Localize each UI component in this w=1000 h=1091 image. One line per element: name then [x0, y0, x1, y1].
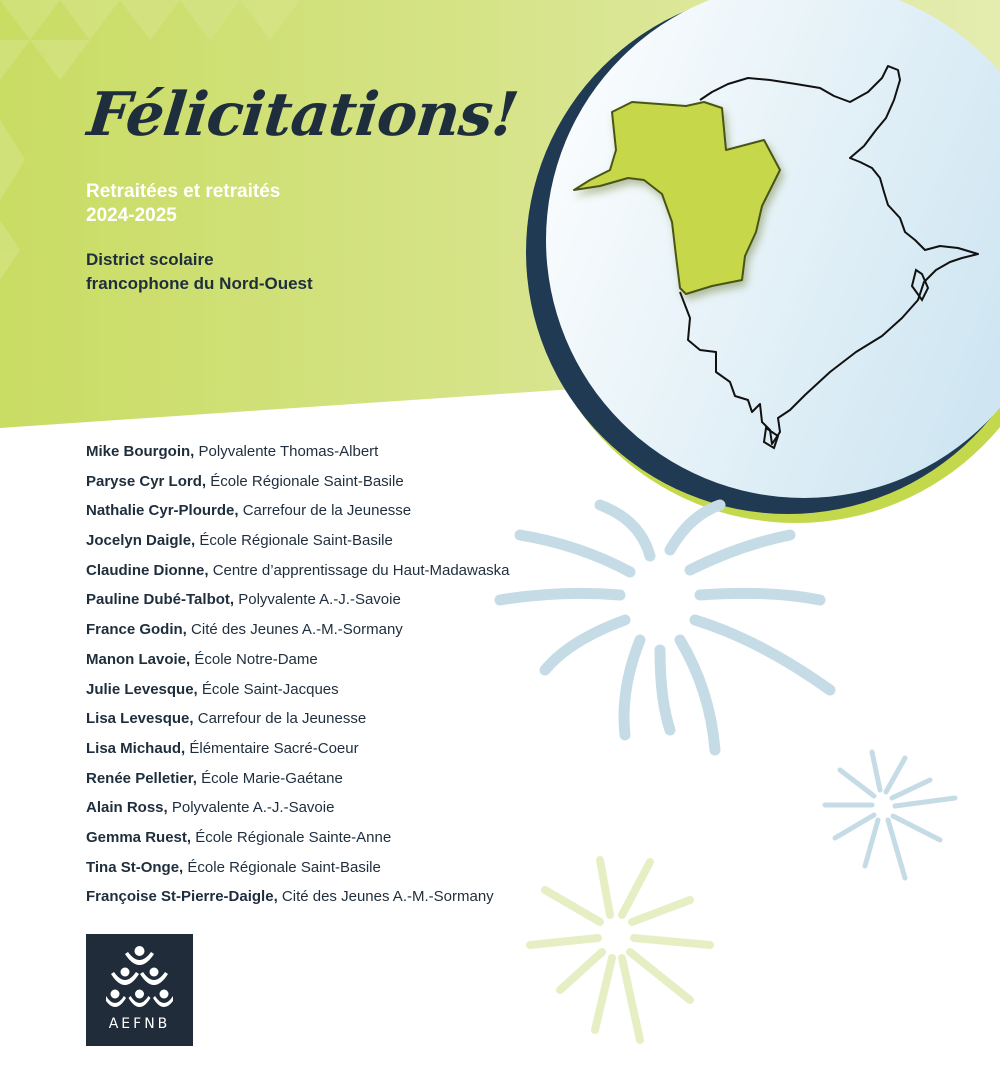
retiree-name: Julie Levesque,: [86, 680, 198, 698]
page-title: Félicitations!: [84, 80, 521, 150]
retiree-school: École Régionale Saint-Basile: [199, 532, 393, 550]
retiree-school: École Régionale Sainte-Anne: [195, 828, 392, 846]
firework-small-blue: [825, 752, 955, 878]
retiree-school: École Régionale Saint-Basile: [187, 858, 381, 876]
list-item: [86, 769, 510, 799]
retiree-name: Gemma Ruest,: [86, 828, 192, 846]
list-item: [86, 798, 510, 828]
retiree-name: Renée Pelletier,: [86, 769, 197, 787]
retiree-school: Polyvalente A.-J.-Savoie: [171, 799, 335, 817]
list-item: [86, 858, 510, 888]
list-item: [86, 709, 510, 739]
retiree-name: Mike Bourgoin,: [86, 443, 195, 460]
retiree-school: Carrefour de la Jeunesse: [197, 710, 367, 728]
retiree-list: [86, 442, 510, 917]
retiree-name: Manon Lavoie,: [86, 650, 191, 668]
retiree-name: Françoise St-Pierre-Daigle,: [86, 888, 278, 906]
subtitle-year: 2024-2025: [86, 205, 177, 226]
firework-large: [500, 505, 830, 750]
list-item: [86, 620, 510, 650]
retiree-name: Nathalie Cyr-Plourde,: [86, 502, 239, 520]
retiree-name: Tina St-Onge,: [86, 858, 184, 876]
firework-green: [530, 860, 710, 1040]
list-item: [86, 501, 510, 531]
subtitle: [86, 180, 280, 228]
list-item: [86, 680, 510, 710]
retiree-school: École Saint-Jacques: [201, 680, 339, 698]
retiree-school: École Régionale Saint-Basile: [210, 472, 404, 490]
list-item: [86, 650, 510, 680]
list-item: [86, 739, 510, 769]
retiree-school: Cité des Jeunes A.-M.-Sormany: [191, 621, 403, 639]
retiree-school: École Notre-Dame: [194, 650, 318, 668]
retiree-name: Lisa Levesque,: [86, 710, 194, 728]
retiree-name: Claudine Dionne,: [86, 561, 209, 579]
district-name: [86, 248, 313, 296]
logo-text: AEFNB: [108, 1016, 171, 1032]
list-item: [86, 887, 510, 917]
subtitle-line: Retraitées et retraités: [86, 181, 281, 202]
retiree-name: Jocelyn Daigle,: [86, 532, 196, 550]
retiree-school: Polyvalente Thomas-Albert: [198, 443, 379, 460]
list-item: [86, 590, 510, 620]
retiree-school: Centre d’apprentissage du Haut-Madawaska: [212, 561, 510, 579]
people-group-icon: [106, 942, 173, 1014]
retiree-name: Alain Ross,: [86, 799, 168, 817]
aefnb-logo: [86, 934, 193, 1046]
list-item: [86, 561, 510, 591]
retiree-name: Paryse Cyr Lord,: [86, 472, 207, 490]
district-line: francophone du Nord-Ouest: [86, 274, 313, 293]
list-item: [86, 828, 510, 858]
retiree-school: Élémentaire Sacré-Coeur: [189, 739, 359, 757]
retiree-school: Cité des Jeunes A.-M.-Sormany: [281, 888, 494, 906]
retiree-school: Polyvalente A.-J.-Savoie: [238, 591, 401, 609]
retiree-school: Carrefour de la Jeunesse: [242, 502, 412, 520]
list-item: [86, 531, 510, 561]
retiree-name: Lisa Michaud,: [86, 739, 186, 757]
retiree-school: École Marie-Gaétane: [201, 769, 343, 787]
list-item: [86, 472, 510, 502]
list-item: [86, 442, 510, 472]
retiree-name: France Godin,: [86, 621, 187, 639]
district-line: District scolaire: [86, 250, 214, 269]
retiree-name: Pauline Dubé-Talbot,: [86, 591, 235, 609]
